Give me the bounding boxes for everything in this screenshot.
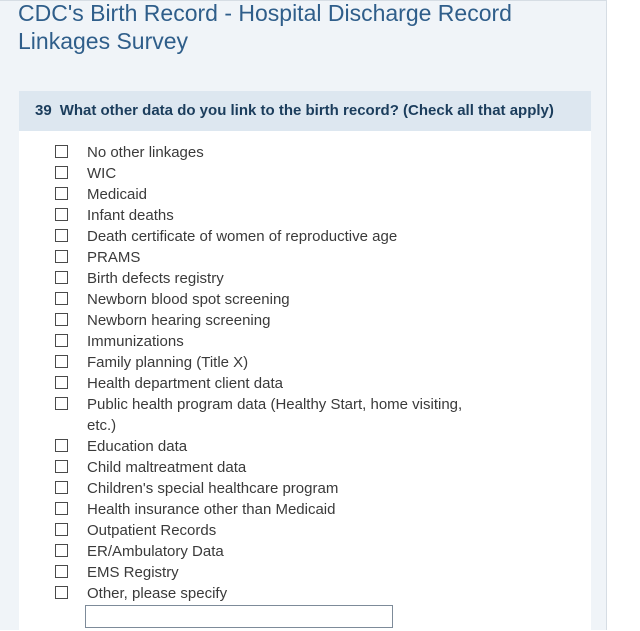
checkbox[interactable]	[55, 460, 68, 473]
option-label: PRAMS	[87, 249, 141, 266]
checkbox[interactable]	[55, 565, 68, 578]
option-newborn-blood-spot[interactable]	[53, 289, 493, 310]
option-prams[interactable]	[53, 247, 493, 268]
checkbox[interactable]	[55, 481, 68, 494]
option-label: Immunizations	[87, 333, 184, 350]
checkbox[interactable]	[55, 334, 68, 347]
checkbox[interactable]	[55, 250, 68, 263]
option-label: WIC	[87, 165, 117, 182]
checkbox[interactable]	[55, 292, 68, 305]
checkbox[interactable]	[55, 271, 68, 284]
option-label: Newborn blood spot screening	[87, 291, 290, 308]
option-education-data[interactable]	[53, 436, 493, 457]
option-immunizations[interactable]	[53, 331, 493, 352]
checkbox[interactable]	[55, 523, 68, 536]
checkbox[interactable]	[55, 376, 68, 389]
option-medicaid[interactable]	[53, 184, 493, 205]
option-label: Outpatient Records	[87, 522, 217, 539]
option-label: Medicaid	[87, 186, 148, 203]
option-label: Children's special healthcare program	[87, 480, 339, 497]
checkbox[interactable]	[55, 397, 68, 410]
question-number: 39	[35, 102, 52, 119]
option-label: Other, please specify	[87, 585, 228, 602]
checkbox[interactable]	[55, 208, 68, 221]
option-label: Birth defects registry	[87, 270, 224, 287]
option-label: Child maltreatment data	[87, 459, 247, 476]
checkbox[interactable]	[55, 355, 68, 368]
question-text: What other data do you link to the birth record? (Check all that apply)	[59, 102, 554, 119]
checkbox[interactable]	[55, 439, 68, 452]
option-label: Death certificate of women of reproductive age	[87, 228, 398, 245]
option-label: EMS Registry	[87, 564, 179, 581]
checkbox[interactable]	[55, 544, 68, 557]
option-public-health-program-data[interactable]	[53, 394, 493, 436]
checkbox[interactable]	[55, 187, 68, 200]
option-other-specify[interactable]	[53, 583, 493, 604]
option-no-other-linkages[interactable]	[53, 142, 493, 163]
checkbox[interactable]	[55, 586, 68, 599]
option-wic[interactable]	[53, 163, 493, 184]
question-body	[19, 131, 591, 631]
option-newborn-hearing[interactable]	[53, 310, 493, 331]
option-label: Health insurance other than Medicaid	[87, 501, 336, 518]
question-header	[19, 91, 591, 131]
option-label: Family planning (Title X)	[87, 354, 249, 371]
option-ems-registry[interactable]	[53, 562, 493, 583]
checkbox[interactable]	[55, 502, 68, 515]
option-child-maltreatment-data[interactable]	[53, 457, 493, 478]
checkbox[interactable]	[55, 229, 68, 242]
checkbox[interactable]	[55, 313, 68, 326]
option-outpatient-records[interactable]	[53, 520, 493, 541]
option-death-certificate[interactable]	[53, 226, 493, 247]
option-label: Infant deaths	[87, 207, 174, 224]
option-label: Public health program data (Healthy Start, home visiting, etc.)	[87, 396, 463, 434]
option-er-ambulatory-data[interactable]	[53, 541, 493, 562]
option-infant-deaths[interactable]	[53, 205, 493, 226]
option-family-planning[interactable]	[53, 352, 493, 373]
option-list	[53, 142, 493, 604]
option-label: Newborn hearing screening	[87, 312, 271, 329]
option-label: ER/Ambulatory Data	[87, 543, 224, 560]
checkbox[interactable]	[55, 145, 68, 158]
option-health-dept-client-data[interactable]	[53, 373, 493, 394]
other-specify-input[interactable]	[85, 605, 393, 628]
option-health-insurance-other[interactable]	[53, 499, 493, 520]
survey-title: CDC's Birth Record - Hospital Discharge Record Linkages Survey	[18, 0, 512, 54]
option-birth-defects-registry[interactable]	[53, 268, 493, 289]
checkbox[interactable]	[55, 166, 68, 179]
option-label: Education data	[87, 438, 188, 455]
option-childrens-special-healthcare[interactable]	[53, 478, 493, 499]
option-label: No other linkages	[87, 144, 204, 161]
option-label: Health department client data	[87, 375, 283, 392]
